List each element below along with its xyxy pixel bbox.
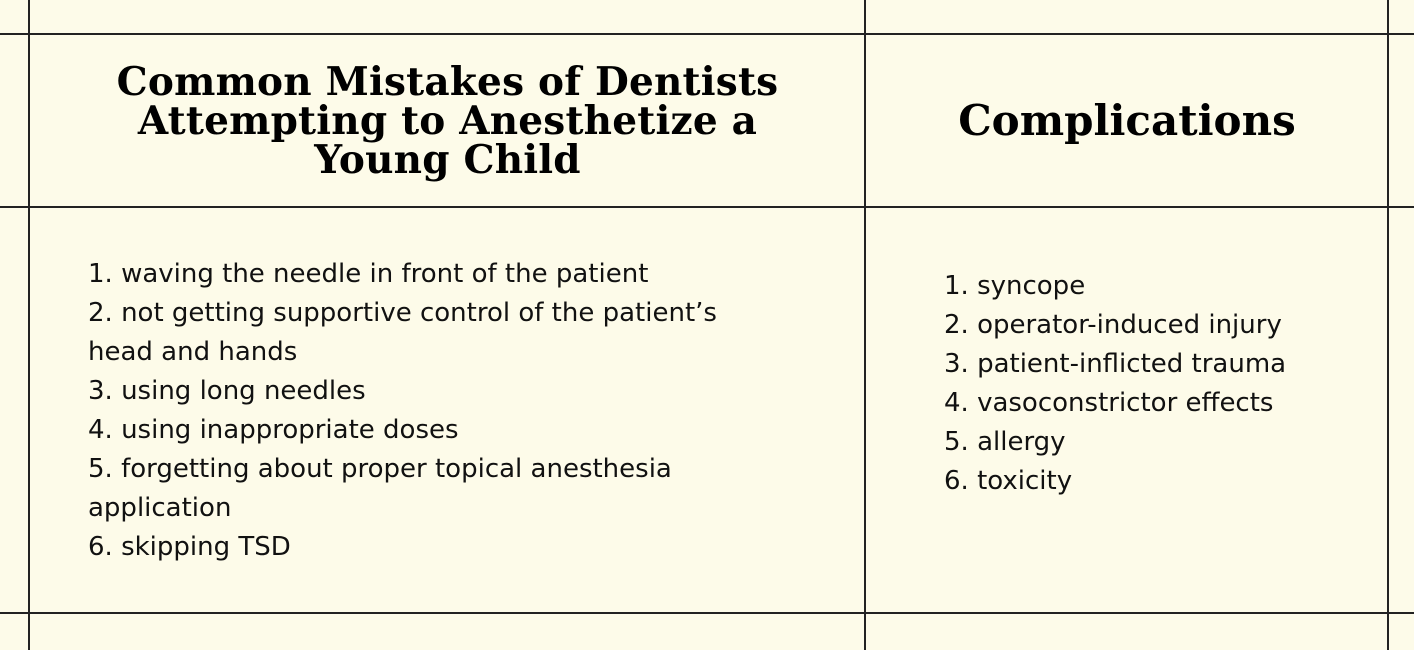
list-item: 5. allergy xyxy=(944,427,1066,457)
list-item: 2. not getting supportive control of the patient’s head and hands xyxy=(88,298,717,367)
list-item: 1. syncope xyxy=(944,271,1086,301)
header-cell-complications xyxy=(866,35,1388,207)
list-item: 6. skipping TSD xyxy=(88,532,291,562)
list-item: 4. vasoconstrictor effects xyxy=(944,388,1274,418)
list-item: 3. patient-inflicted trauma xyxy=(944,349,1287,379)
list-item: 3. using long needles xyxy=(88,376,366,406)
header-cell-mistakes xyxy=(30,35,865,207)
list-item: 5. forgetting about proper topical anesthesia application xyxy=(88,454,672,523)
list-item: 2. operator-induced injury xyxy=(944,310,1282,340)
list-item: 6. toxicity xyxy=(944,466,1073,496)
complications-list xyxy=(944,267,1384,501)
mistakes-heading: Common Mistakes of Dentists Attempting to Anesthetize a Young Child xyxy=(116,58,779,183)
list-item: 1. waving the needle in front of the patient xyxy=(88,259,649,289)
complications-heading: Complications xyxy=(958,96,1296,145)
mistakes-list xyxy=(88,255,778,567)
table-border-bottom xyxy=(0,612,1414,614)
list-item: 4. using inappropriate doses xyxy=(88,415,459,445)
